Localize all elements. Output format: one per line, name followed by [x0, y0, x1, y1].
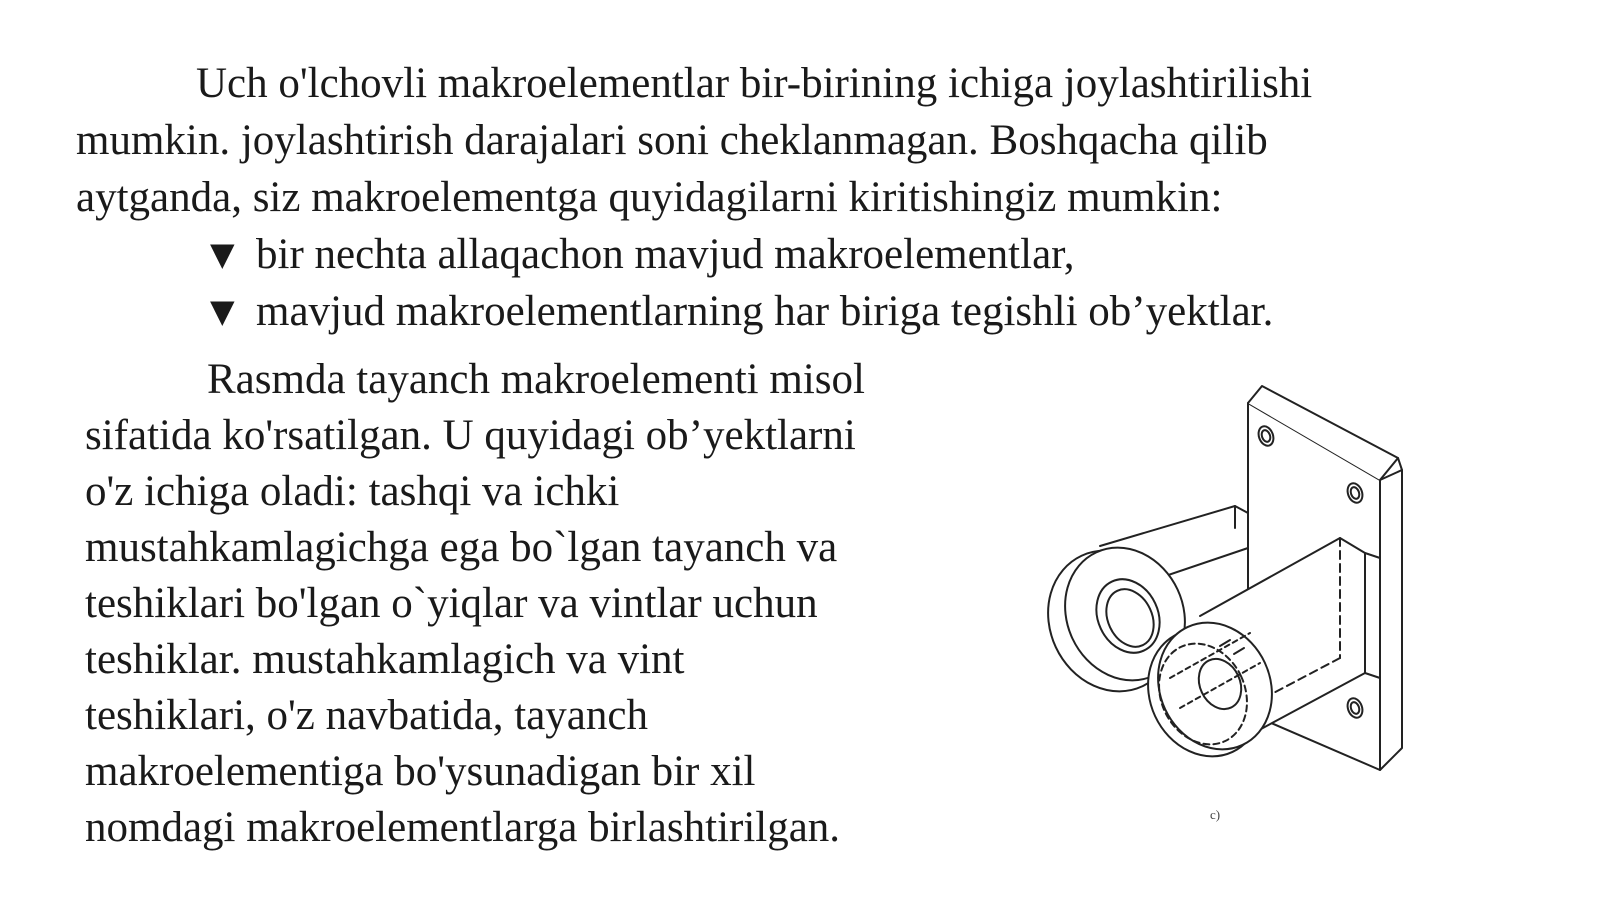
example-line-2: sifatida ko'rsatilgan. U quyidagi ob’yektlarni — [85, 412, 856, 459]
triangle-down-icon: ▼ — [210, 292, 235, 330]
bullet-list — [210, 226, 1273, 340]
intro-line-3: aytganda, siz makroelementga quyidagilarni kiritishingiz mumkin: — [76, 174, 1223, 221]
triangle-down-icon: ▼ — [210, 235, 235, 273]
example-line-5: teshiklari bo'lgan o`yiqlar va vintlar uchun — [85, 580, 818, 627]
example-line-4: mustahkamlagichga ega bo`lgan tayanch va — [85, 524, 838, 571]
example-paragraph — [85, 352, 935, 856]
figure-label: c) — [1210, 807, 1221, 822]
intro-paragraph — [76, 55, 1536, 226]
bracket-drawing — [1020, 378, 1420, 823]
intro-line-2: mumkin. joylashtirish darajalari soni cheklanmagan. Boshqacha qilib — [76, 117, 1268, 164]
example-line-1: Rasmda tayanch makroelementi misol — [207, 356, 865, 403]
example-line-7: teshiklari, o'z navbatida, tayanch — [85, 692, 648, 739]
example-line-8: makroelementiga bo'ysunadigan bir xil — [85, 748, 756, 795]
bullet-item — [210, 283, 1273, 340]
plate-side-edge — [1380, 458, 1402, 770]
example-line-3: o'z ichiga oladi: tashqi va ichki — [85, 468, 620, 515]
example-line-6: teshiklar. mustahkamlagich va vint — [85, 636, 685, 683]
bullet-text: mavjud makroelementlarning har biriga tegishli ob’yektlar. — [256, 288, 1274, 335]
bullet-item — [210, 226, 1273, 283]
intro-line-1: Uch o'lchovli makroelementlar bir-birining ichiga joylashtirilishi — [196, 60, 1313, 107]
bullet-text: bir nechta allaqachon mavjud makroelementlar, — [256, 231, 1075, 278]
example-line-9: nomdagi makroelementlarga birlashtirilgan. — [85, 804, 841, 851]
